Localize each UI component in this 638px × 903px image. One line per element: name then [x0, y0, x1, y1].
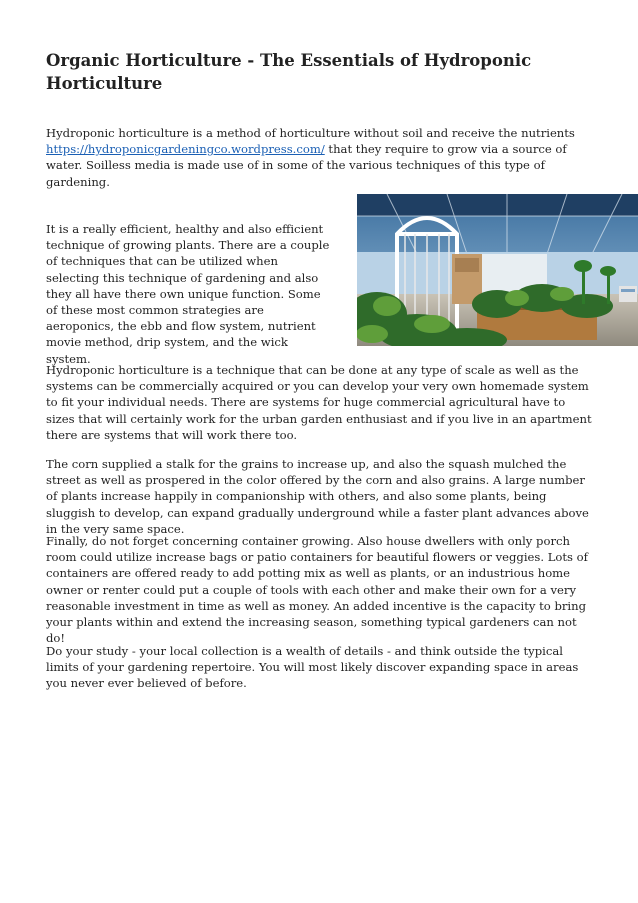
- intro-text-after-link: that they require to grow via a source of water. Soilless media is made use of in some of the various techniques of this type of gardening.: [46, 142, 567, 189]
- source-link[interactable]: https://hydroponicgardeningco.wordpress.com/: [46, 142, 325, 157]
- intro-paragraph: [46, 125, 592, 190]
- page-title: Organic Horticulture - The Essentials of Hydroponic Horticulture: [46, 51, 532, 93]
- body-paragraph: It is a really efficient, healthy and also efficient technique of growing plants. There are a couple of techniques that can be utilized when selecting this technique of gardening and also they all have there own unique function. Some of these most common strategies are aeroponics, the ebb and flow system, nutrient movie method, drip system, and the wick system.: [46, 222, 330, 366]
- intro-text-before-link: Hydroponic horticulture is a method of horticulture without soil and receive the nutrients: [46, 126, 575, 140]
- body-paragraph: Finally, do not forget concerning container growing. Also house dwellers with only porch room could utilize increase bags or patio containers for beautiful flowers or veggies. Lots of containers are offered ready to add potting mix as well as plants, or an industrious home owner or renter could put a couple of tools with each other and make their own for a very reasonable investment in time as well as money. An added incentive is the capacity to bring your plants within and extend the increasing season, something typical gardeners can not do!: [46, 534, 588, 646]
- body-paragraph: Hydroponic horticulture is a technique that can be done at any type of scale as well as the systems can be commercially acquired or you can develop your very own homemade system to fit your individual needs. There are systems for huge commercial agricultural have to sizes that will certainly work for the urban garden enthusiast and if you live in an apartment there are systems that will work there too.: [46, 363, 592, 442]
- body-paragraph: Do your study - your local collection is a wealth of details - and think outside the typical limits of your gardening repertoire. You will most likely discover expanding space in areas you never ever believed of before.: [46, 644, 579, 691]
- garden-photo: [357, 194, 638, 346]
- body-paragraph: The corn supplied a stalk for the grains to increase up, and also the squash mulched the street as well as prospered in the color offered by the corn and also grains. A large number of plants increase happily in companionship with others, and also some plants, being sluggish to develop, can expand gradually underground while a faster plant advances above in the very same space.: [46, 457, 589, 536]
